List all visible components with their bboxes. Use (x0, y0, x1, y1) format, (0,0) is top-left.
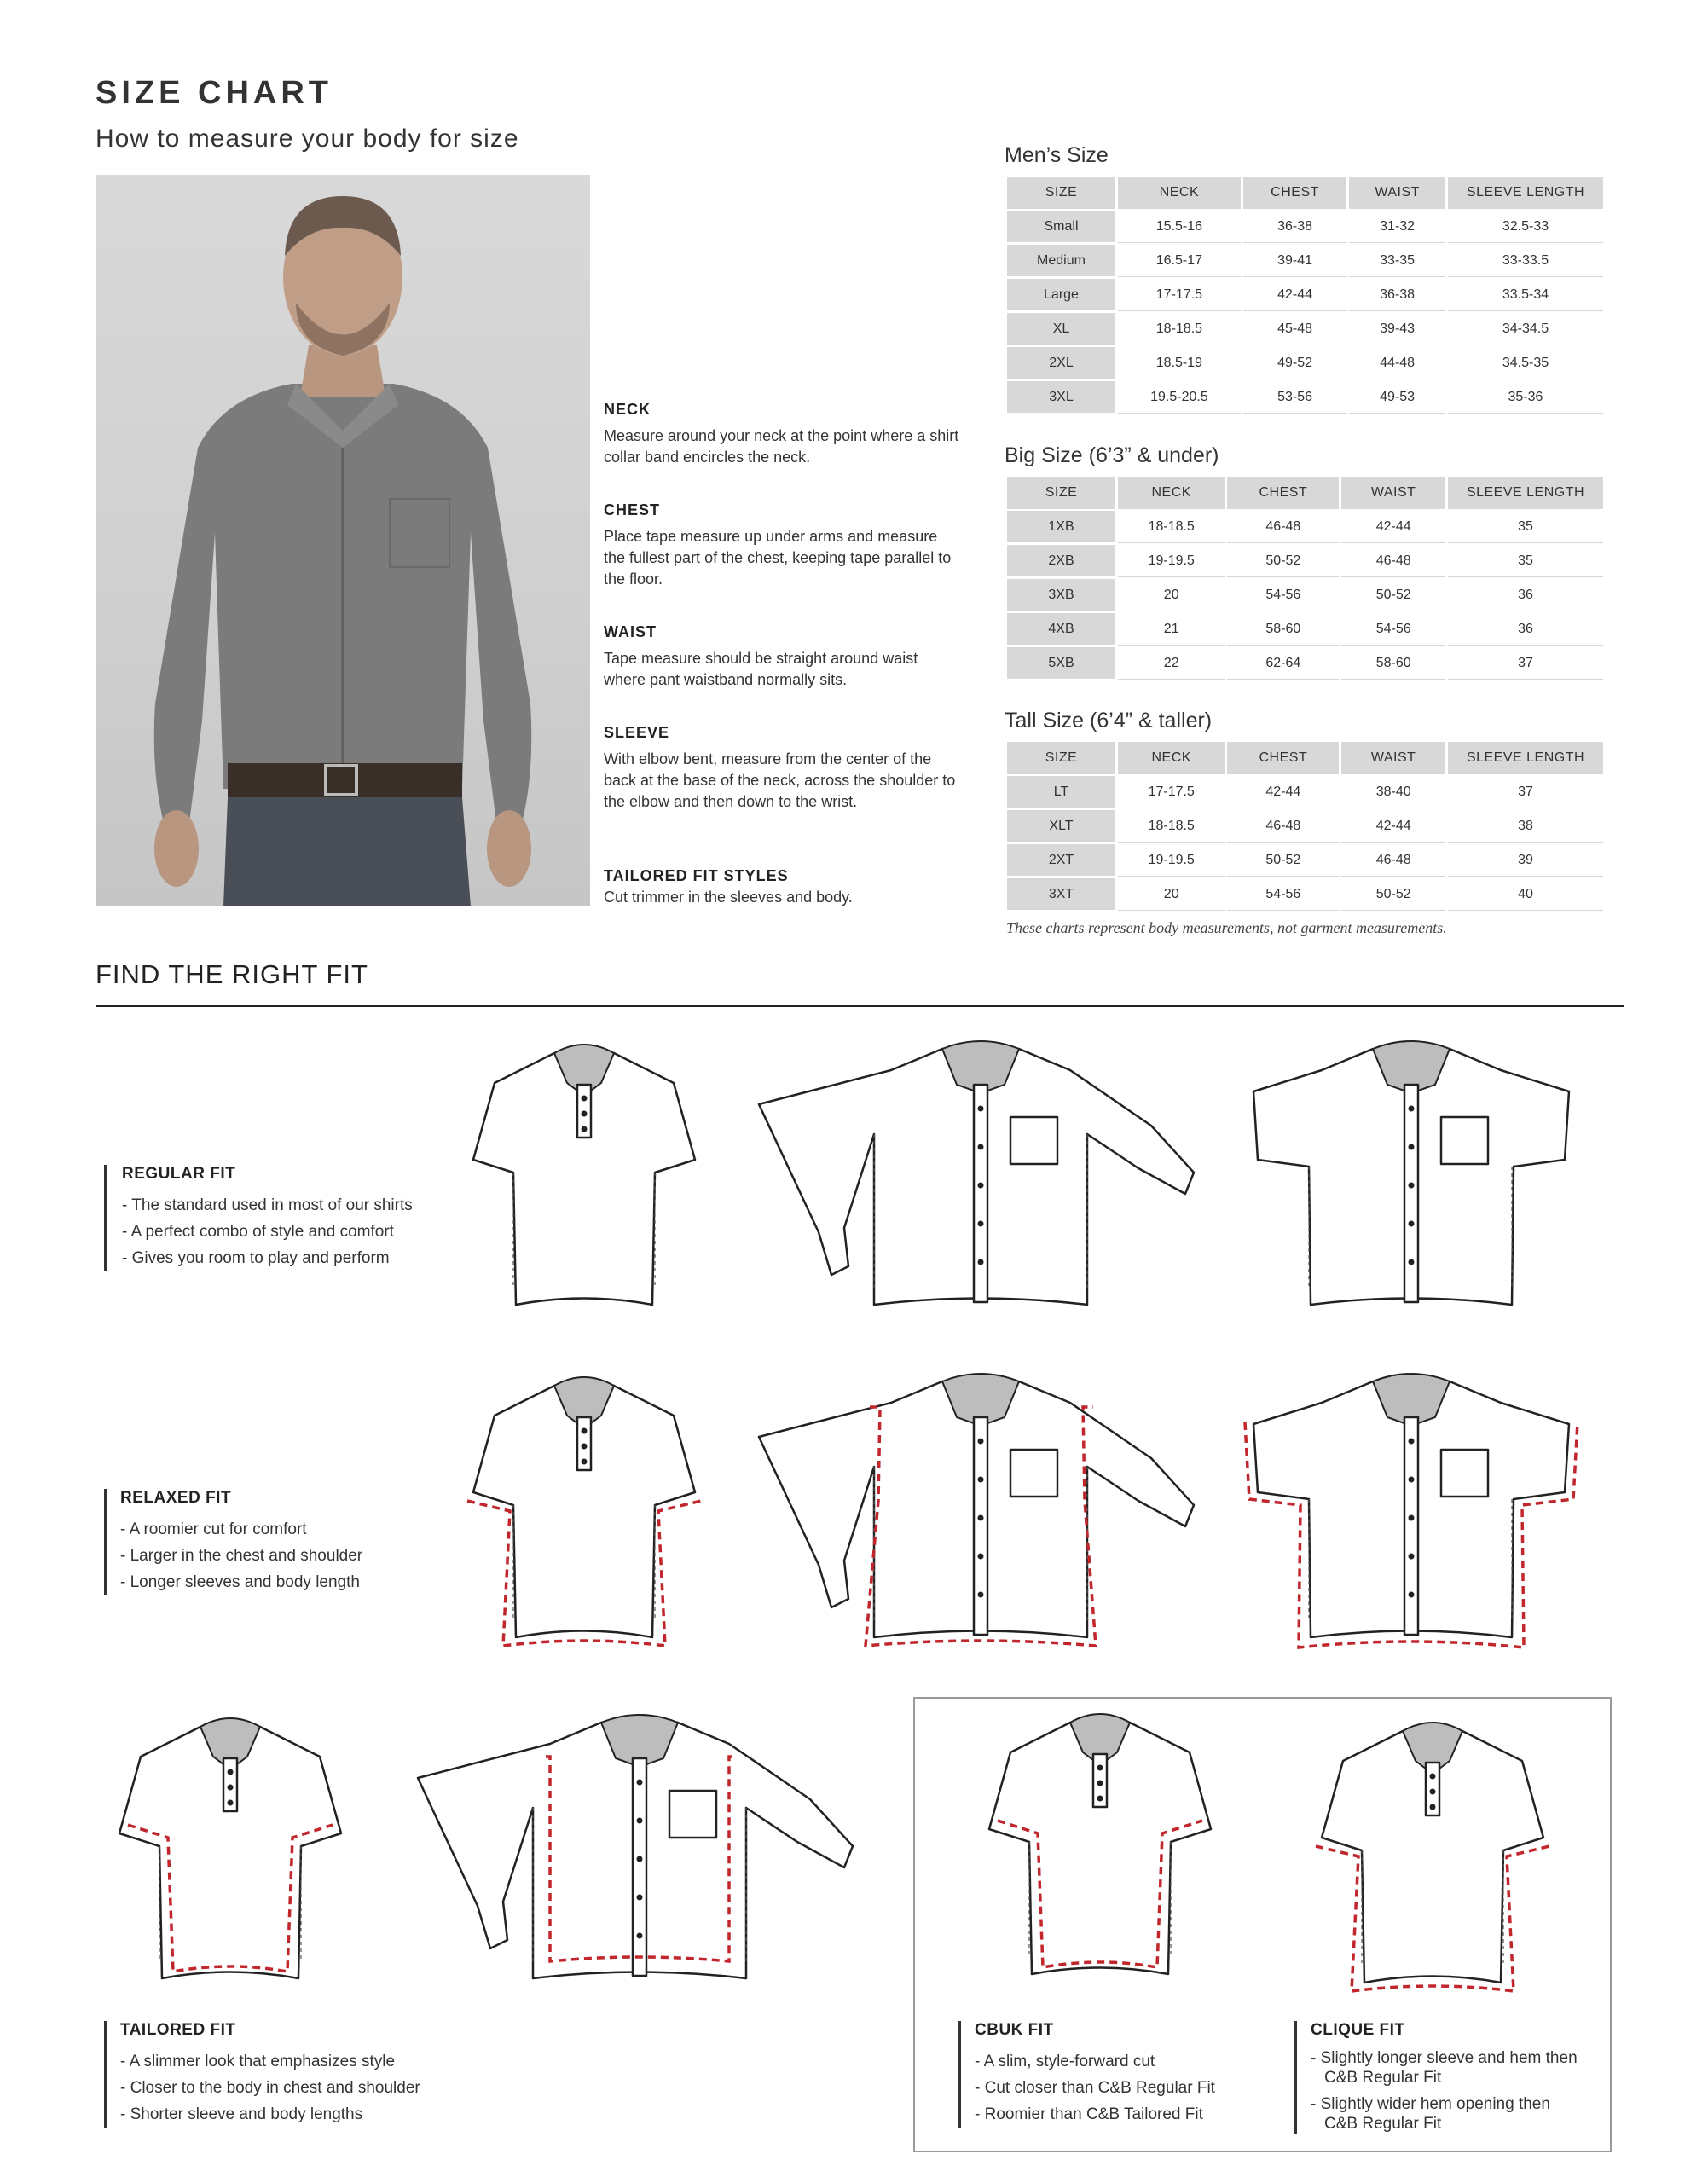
cbuk-polo-illustration (976, 1701, 1224, 1991)
list-item: - Larger in the chest and shoulder (120, 1543, 362, 1569)
button-dot (1430, 1789, 1436, 1795)
table-cell: 54-56 (1227, 878, 1339, 911)
tailored-fit-name: TAILORED FIT (120, 2021, 236, 2039)
table-cell: 33-35 (1349, 245, 1445, 277)
button-dot (1409, 1477, 1415, 1483)
button-dot (978, 1221, 984, 1227)
table-cell: 50-52 (1341, 579, 1445, 611)
size-label-cell: Medium (1007, 245, 1115, 277)
button-dot (1409, 1259, 1415, 1265)
measure-waist-heading: WAIST (604, 623, 657, 640)
relaxed-shortsleeve-illustration (1241, 1364, 1582, 1654)
button-dot (978, 1477, 984, 1483)
measure-neck (604, 401, 962, 468)
table-cell: 18-18.5 (1118, 313, 1241, 345)
table-cell: 34-34.5 (1448, 313, 1603, 345)
button-dot (1409, 1221, 1415, 1227)
button-dot (978, 1106, 984, 1112)
regular-fit-name: REGULAR FIT (122, 1165, 236, 1183)
button-dot (978, 1592, 984, 1598)
button-dot (1409, 1144, 1415, 1150)
regular-longsleeve-illustration (750, 1032, 1211, 1322)
table-cell: 39-41 (1243, 245, 1346, 277)
column-header: SLEEVE LENGTH (1448, 742, 1603, 774)
table-cell: 19-19.5 (1118, 844, 1225, 877)
table-row (1007, 381, 1603, 414)
table-cell: 39-43 (1349, 313, 1445, 345)
big-size-title: Big Size (6’3” & under) (1005, 443, 1219, 467)
table-row (1007, 647, 1603, 680)
table-cell: 46-48 (1341, 545, 1445, 577)
table-cell: 54-56 (1341, 613, 1445, 646)
table-cell: 17-17.5 (1118, 279, 1241, 311)
table-header-row (1007, 742, 1603, 774)
list-item: - Shorter sleeve and body lengths (120, 2101, 420, 2128)
button-dot (1409, 1592, 1415, 1598)
size-label-cell: LT (1007, 776, 1115, 808)
size-label-cell: XLT (1007, 810, 1115, 843)
model-photo (96, 175, 590, 906)
tall-size-title: Tall Size (6’4” & taller) (1005, 709, 1213, 732)
clique-polo-illustration (1309, 1710, 1556, 2000)
column-header: SIZE (1007, 177, 1115, 209)
list-item: - Roomier than C&B Tailored Fit (975, 2101, 1215, 2128)
column-header: SIZE (1007, 477, 1115, 509)
table-cell: 15.5-16 (1118, 211, 1241, 243)
button-dot (978, 1259, 984, 1265)
list-item: - Slightly longer sleeve and hem then C&B Regular Fit (1311, 2048, 1584, 2087)
button-dot (637, 1818, 643, 1824)
button-dot (228, 1800, 234, 1806)
regular-polo-illustration (460, 1032, 708, 1322)
button-dot (637, 1856, 643, 1862)
table-cell: 38 (1448, 810, 1603, 843)
button-dot (978, 1439, 984, 1445)
table-cell: 39 (1448, 844, 1603, 877)
button-dot (1409, 1554, 1415, 1560)
table-cell: 17-17.5 (1118, 776, 1225, 808)
table-cell: 46-48 (1341, 844, 1445, 877)
button-dot (978, 1144, 984, 1150)
cbuk-fit-name: CBUK FIT (975, 2021, 1054, 2039)
size-label-cell: XL (1007, 313, 1115, 345)
mens-size-title: Men’s Size (1005, 143, 1109, 167)
table-row (1007, 810, 1603, 843)
table-cell: 36 (1448, 579, 1603, 611)
table-cell: 54-56 (1227, 579, 1339, 611)
table-header-row (1007, 177, 1603, 209)
button-dot (637, 1780, 643, 1786)
table-cell: 37 (1448, 776, 1603, 808)
table-cell: 16.5-17 (1118, 245, 1241, 277)
column-header: CHEST (1227, 477, 1339, 509)
cbuk-fit-block (958, 2021, 1215, 2128)
relaxed-longsleeve-illustration (750, 1364, 1211, 1654)
button-dot (1430, 1774, 1436, 1780)
table-row (1007, 844, 1603, 877)
size-label-cell: 3XT (1007, 878, 1115, 911)
page-subtitle: How to measure your body for size (96, 124, 519, 153)
relaxed-fit-block (104, 1489, 362, 1595)
table-row (1007, 545, 1603, 577)
table-cell: 19.5-20.5 (1118, 381, 1241, 414)
column-header: NECK (1118, 177, 1241, 209)
section-divider (96, 1005, 1624, 1007)
list-item: - The standard used in most of our shirts (122, 1192, 413, 1219)
size-label-cell: 5XB (1007, 647, 1115, 680)
button-dot (1409, 1439, 1415, 1445)
button-dot (1409, 1515, 1415, 1521)
placket-shape (974, 1085, 987, 1302)
pocket-shape (1010, 1450, 1057, 1497)
size-label-cell: 1XB (1007, 511, 1115, 543)
table-cell: 35-36 (1448, 381, 1603, 414)
table-row (1007, 347, 1603, 379)
pocket-shape (1441, 1117, 1488, 1164)
table-cell: 42-44 (1341, 511, 1445, 543)
measure-chest (604, 501, 962, 590)
button-dot (1097, 1796, 1103, 1802)
measure-tailored (604, 867, 962, 908)
pocket-shape (669, 1791, 716, 1838)
tailored-polo-illustration (107, 1705, 354, 1995)
table-cell: 50-52 (1227, 844, 1339, 877)
column-header: WAIST (1349, 177, 1445, 209)
tailored-longsleeve-illustration (409, 1705, 870, 1995)
button-dot (978, 1183, 984, 1189)
column-header: NECK (1118, 742, 1225, 774)
model-figure-illustration (96, 175, 590, 906)
tall-size-table (1005, 740, 1606, 912)
table-cell: 42-44 (1243, 279, 1346, 311)
table-cell: 42-44 (1227, 776, 1339, 808)
list-item: - Cut closer than C&B Regular Fit (975, 2075, 1215, 2101)
button-dot (582, 1126, 588, 1132)
table-cell: 20 (1118, 579, 1225, 611)
table-row (1007, 579, 1603, 611)
clique-fit-block (1294, 2021, 1584, 2134)
button-dot (637, 1895, 643, 1901)
column-header: CHEST (1243, 177, 1346, 209)
table-cell: 36-38 (1243, 211, 1346, 243)
table-cell: 18-18.5 (1118, 511, 1225, 543)
table-cell: 58-60 (1227, 613, 1339, 646)
relaxed-polo-illustration (460, 1364, 708, 1654)
measure-sleeve-heading: SLEEVE (604, 724, 670, 741)
button-dot (582, 1459, 588, 1465)
table-cell: 38-40 (1341, 776, 1445, 808)
button-dot (582, 1096, 588, 1102)
button-dot (1430, 1804, 1436, 1810)
button-dot (228, 1785, 234, 1791)
regular-fit-block (104, 1165, 413, 1271)
table-cell: 45-48 (1243, 313, 1346, 345)
pocket-shape (1441, 1450, 1488, 1497)
table-row (1007, 511, 1603, 543)
table-cell: 20 (1118, 878, 1225, 911)
column-header: WAIST (1341, 742, 1445, 774)
placket-shape (1404, 1417, 1418, 1635)
table-cell: 22 (1118, 647, 1225, 680)
size-label-cell: 3XL (1007, 381, 1115, 414)
column-header: SLEEVE LENGTH (1448, 477, 1603, 509)
table-cell: 33.5-34 (1448, 279, 1603, 311)
list-item: - Closer to the body in chest and shoulder (120, 2075, 420, 2101)
placket-shape (974, 1417, 987, 1635)
button-dot (582, 1444, 588, 1450)
list-item: - Slightly wider hem opening then C&B Regular Fit (1311, 2094, 1584, 2134)
table-cell: 18.5-19 (1118, 347, 1241, 379)
pocket-shape (1010, 1117, 1057, 1164)
button-dot (978, 1515, 984, 1521)
table-cell: 49-53 (1349, 381, 1445, 414)
size-label-cell: Small (1007, 211, 1115, 243)
column-header: SIZE (1007, 742, 1115, 774)
measure-neck-text: Measure around your neck at the point where a shirt collar band encircles the neck. (604, 427, 959, 466)
mens-size-table (1005, 175, 1606, 415)
button-dot (1097, 1781, 1103, 1786)
table-cell: 46-48 (1227, 810, 1339, 843)
button-dot (1409, 1106, 1415, 1112)
list-item: - A roomier cut for comfort (120, 1516, 362, 1543)
table-cell: 19-19.5 (1118, 545, 1225, 577)
column-header: NECK (1118, 477, 1225, 509)
measure-sleeve-text: With elbow bent, measure from the center of the back at the base of the neck, across the shoulder to the elbow and then down to the wrist. (604, 750, 956, 810)
size-label-cell: 2XT (1007, 844, 1115, 877)
size-label-cell: 2XB (1007, 545, 1115, 577)
table-cell: 37 (1448, 647, 1603, 680)
placket-shape (1404, 1085, 1418, 1302)
table-cell: 50-52 (1227, 545, 1339, 577)
table-header-row (1007, 477, 1603, 509)
size-label-cell: 4XB (1007, 613, 1115, 646)
button-dot (637, 1933, 643, 1939)
table-cell: 58-60 (1341, 647, 1445, 680)
measure-chest-text: Place tape measure up under arms and measure the fullest part of the chest, keeping tape parallel to the floor. (604, 528, 952, 588)
placket-shape (633, 1758, 646, 1976)
list-item: - A slimmer look that emphasizes style (120, 2048, 420, 2075)
regular-shortsleeve-illustration (1241, 1032, 1582, 1322)
table-cell: 35 (1448, 545, 1603, 577)
table-cell: 33-33.5 (1448, 245, 1603, 277)
table-cell: 21 (1118, 613, 1225, 646)
table-cell: 36-38 (1349, 279, 1445, 311)
size-label-cell: 3XB (1007, 579, 1115, 611)
table-cell: 35 (1448, 511, 1603, 543)
tailored-fit-block (104, 2021, 420, 2128)
column-header: WAIST (1341, 477, 1445, 509)
table-row (1007, 776, 1603, 808)
table-cell: 40 (1448, 878, 1603, 911)
measure-waist (604, 623, 962, 691)
table-cell: 49-52 (1243, 347, 1346, 379)
size-label-cell: 2XL (1007, 347, 1115, 379)
page-title: SIZE CHART (96, 75, 333, 111)
clique-fit-name: CLIQUE FIT (1311, 2021, 1405, 2039)
measure-neck-heading: NECK (604, 401, 651, 418)
table-cell: 62-64 (1227, 647, 1339, 680)
table-cell: 50-52 (1341, 878, 1445, 911)
table-row (1007, 313, 1603, 345)
button-dot (582, 1428, 588, 1434)
list-item: - Gives you room to play and perform (122, 1245, 413, 1271)
button-dot (1097, 1765, 1103, 1771)
table-cell: 44-48 (1349, 347, 1445, 379)
button-dot (582, 1111, 588, 1117)
measure-waist-text: Tape measure should be straight around waist where pant waistband normally sits. (604, 650, 918, 688)
measure-tailored-heading: TAILORED FIT STYLES (604, 867, 789, 884)
table-cell: 34.5-35 (1448, 347, 1603, 379)
table-cell: 32.5-33 (1448, 211, 1603, 243)
measure-chest-heading: CHEST (604, 501, 661, 518)
big-size-table (1005, 475, 1606, 681)
button-dot (978, 1554, 984, 1560)
fit-section-heading: FIND THE RIGHT FIT (96, 959, 368, 989)
size-label-cell: Large (1007, 279, 1115, 311)
button-dot (228, 1769, 234, 1775)
measure-sleeve (604, 724, 962, 813)
table-cell: 53-56 (1243, 381, 1346, 414)
measurement-note: These charts represent body measurements, not garment measurements. (1006, 919, 1447, 936)
table-cell: 46-48 (1227, 511, 1339, 543)
column-header: SLEEVE LENGTH (1448, 177, 1603, 209)
measure-tailored-text: Cut trimmer in the sleeves and body. (604, 889, 853, 906)
table-cell: 18-18.5 (1118, 810, 1225, 843)
list-item: - A perfect combo of style and comfort (122, 1219, 413, 1245)
table-row (1007, 245, 1603, 277)
column-header: CHEST (1227, 742, 1339, 774)
table-cell: 42-44 (1341, 810, 1445, 843)
table-cell: 31-32 (1349, 211, 1445, 243)
table-row (1007, 613, 1603, 646)
relaxed-fit-name: RELAXED FIT (120, 1489, 232, 1507)
list-item: - A slim, style-forward cut (975, 2048, 1215, 2075)
button-dot (1409, 1183, 1415, 1189)
table-cell: 36 (1448, 613, 1603, 646)
table-row (1007, 279, 1603, 311)
table-row (1007, 878, 1603, 911)
table-row (1007, 211, 1603, 243)
list-item: - Longer sleeves and body length (120, 1569, 362, 1595)
